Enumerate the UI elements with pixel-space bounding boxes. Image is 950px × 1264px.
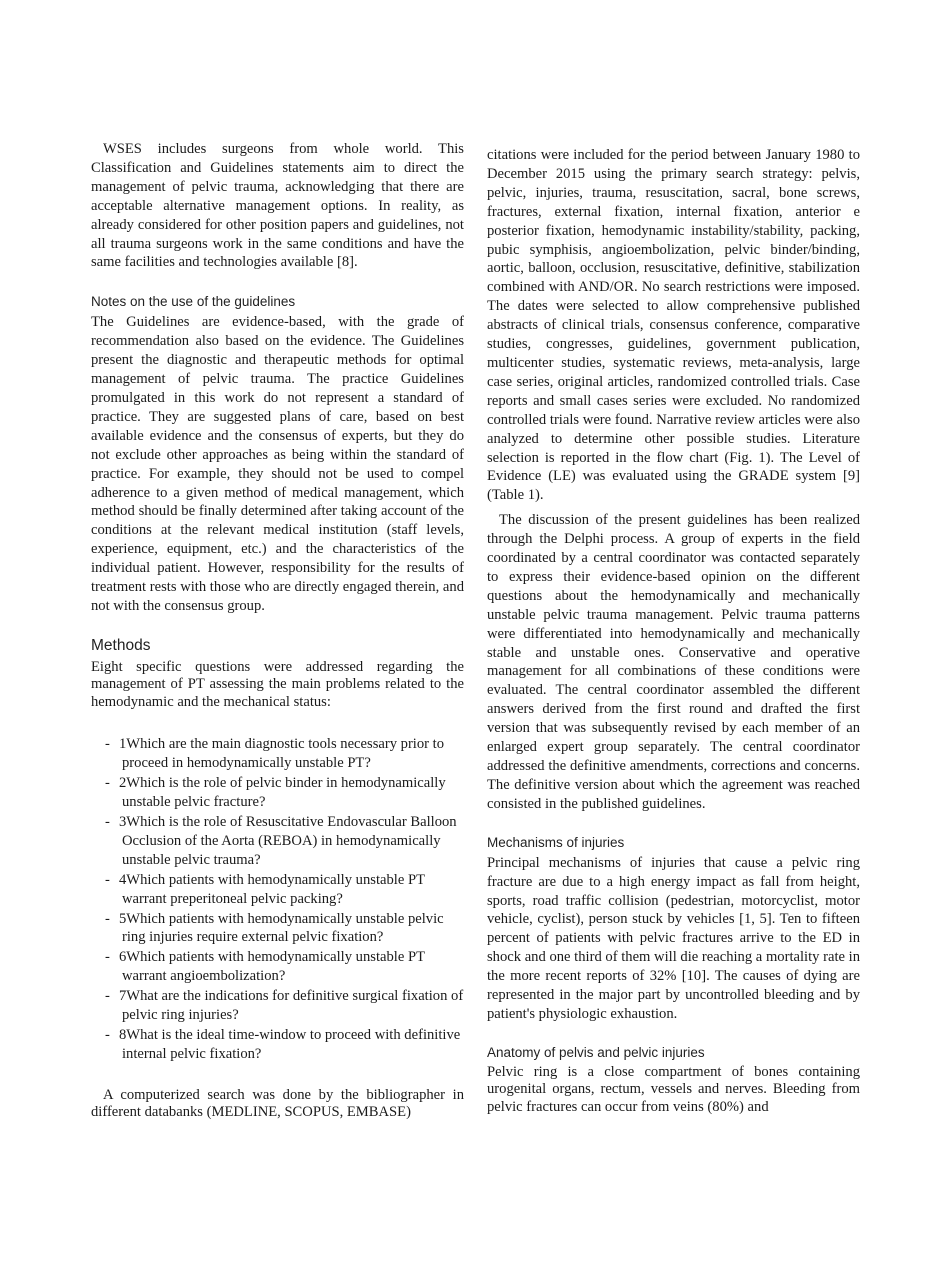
methods-heading: Methods [91,636,151,654]
list-item: - 4Which patients with hemodynamically unstable PT warrant preperitoneal pelvic packing? [105,871,425,907]
list-item: - 1Which are the main diagnostic tools necessary prior to proceed in hemodynamically unstable PT? [105,736,445,772]
notes-heading: Notes on the use of the guidelines [91,294,296,310]
list-item: - 3Which is the role of Resuscitative Endovascular Balloon Occlusion of the Aorta (REBOA) in hemodynamically unstable pelvic trauma? [105,813,457,868]
methods-paragraph: Eight specific questions were addressed regarding the management of PT assessing the main problems related to the hemodynamic and the mechanical status: [91,658,464,710]
list-item: - 6Which patients with hemodynamically unstable PT warrant angioembolization? [105,949,425,985]
list-item: - 7What are the indications for definitive surgical fixation of pelvic ring injuries? [105,988,464,1024]
list-item: - 8What is the ideal time-window to proceed with definitive internal pelvic fixation? [105,1026,461,1062]
anatomy-paragraph: Pelvic ring is a close compartment of bones containing urogenital organs, rectum, vessels and nerves. Bleeding from pelvic fractures can occur from veins (80%) and [487,1063,860,1115]
mechanisms-paragraph: Principal mechanisms of injuries that cause a pelvic ring fracture are due to a high energy impact as fall from height, sports, road traffic collision (pedestrian, motorcyclist, motor vehicle, cyclist), person stuck by vehicles [1, 5]. Ten to fifteen percent of patients with pelvic fractures arrive to the ED in shock and one third of them will die reaching a mortality rate in the more recent reports of 32% [10]. The causes of dying are represented in the major part by uncontrolled bleeding and by patient's physiologic exhaustion. [487,854,860,1022]
anatomy-heading: Anatomy of pelvis and pelvic injuries [487,1044,705,1060]
list-item: - 5Which patients with hemodynamically unstable pelvic ring injuries require external pelvic fixation? [105,910,444,946]
right-column [487,146,860,1116]
questions-list [91,735,464,1063]
notes-paragraph: The Guidelines are evidence-based, with the grade of recommendation also based on the evidence. The Guidelines present the diagnostic and therapeutic methods for optimal management of pelvic trauma. The practice Guidelines promulgated in this work do not represent a standard of practice. They are suggested plans of care, based on best available evidence and the consensus of experts, but they do not exclude other approaches as being within the standard of practice. For example, they should not be used to compel adherence to a given method of medical management, which method should be finally determined after taking account of the conditions at the relevant medical institution (staff levels, experience, equipment, etc.) and the characteristics of the individual patient. However, responsibility for the results of treatment rests with those who are directly engaged therein, and not with the consensus group. [91,314,464,614]
search-strategy-paragraph: citations were included for the period between January 1980 to December 2015 using the primary search strategy: pelvis, pelvic, injuries, trauma, resuscitation, sacral, bone screws, fractures, external fixation, internal fixation, anterior e posterior fixation, hemodynamic instability/stability, packing, pubic symphisis, angioembolization, pelvic binder/binding, aortic, balloon, occlusion, resuscitative, definitive, stabilization combined with AND/OR. No search restrictions were imposed. The dates were selected to allow comprehensive published abstracts of clinical trials, consensus conference, comparative studies, congresses, guidelines, government publication, multicenter studies, systematic reviews, meta-analysis, large case series, original articles, randomized controlled trials. Case reports and small cases series were excluded. No randomized controlled trials were found. Narrative review articles were also analyzed to determine other possible studies. Literature selection is reported in the flow chart (Fig. 1). The Level of Evidence (LE) was evaluated using the GRADE system [9] (Table 1). [487,147,860,504]
intro-paragraph: WSES includes surgeons from whole world. This Classification and Guidelines statements aim to direct the management of pelvic trauma, acknowledging that there are acceptable alternative management options. In reality, as already considered for other position papers and guidelines, not all trauma surgeons work in the same conditions and have the same facilities and technologies available [8]. [91,141,464,271]
mechanisms-heading: Mechanisms of injuries [487,834,625,850]
delphi-paragraph: The discussion of the present guidelines has been realized through the Delphi process. A group of experts in the field coordinated by a central coordinator was contacted separately to express their evidence-based opinion on the different questions about the hemodynamically and mechanically unstable pelvic trauma management. Pelvic trauma patterns were differentiated into hemodynamically and mechanically stable and unstable ones. Conservative and operative management for all combinations of these conditions were evaluated. The central coordinator assembled the different answers derived from the first round and drafted the first version that was subsequently revised by each member of an enlarged expert group separately. The central coordinator addressed the definitive amendments, corrections and concerns. The definitive version about which the agreement was reached consisted in the published guidelines. [487,512,860,812]
left-column [91,140,464,1122]
search-paragraph: A computerized search was done by the bibliographer in different databanks (MEDLINE, SCOPUS, EMBASE) [91,1086,464,1121]
list-item: - 2Which is the role of pelvic binder in hemodynamically unstable pelvic fracture? [105,775,446,811]
